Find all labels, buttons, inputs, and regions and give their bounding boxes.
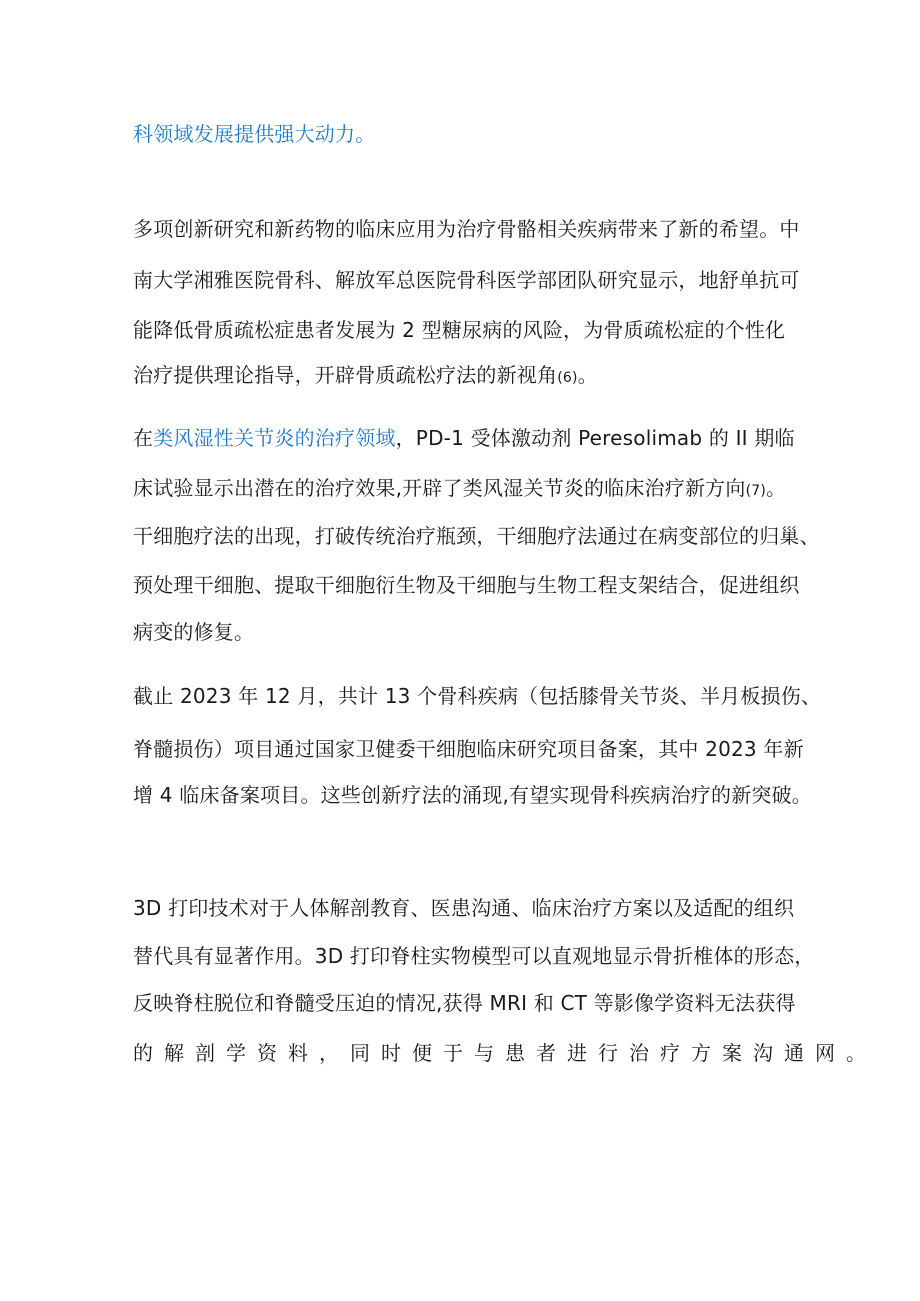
paragraph-4-line-3: 反映脊柱脱位和脊髓受压迫的情况,获得 MRI 和 CT 等影像学资料无法获得 <box>133 991 796 1015</box>
paragraph-3-line-2: 脊髓损伤）项目通过国家卫健委干细胞临床研究项目备案，其中 2023 年新 <box>133 737 804 761</box>
paragraph-1-line-4-text: 治疗提供理论指导，开辟骨质疏松疗法的新视角 <box>133 363 558 387</box>
rheumatoid-arthritis-link[interactable]: 类风湿性关节炎的治疗领域 <box>153 426 396 450</box>
paragraph-3-line-1: 截止 2023 年 12 月，共计 13 个骨科疾病（包括膝骨关节炎、半月板损伤、 <box>133 684 822 708</box>
paragraph-2-line-2-end: 。 <box>766 476 787 500</box>
paragraph-2-line-5: 病变的修复。 <box>133 620 255 644</box>
paragraph-1-line-1: 多项创新研究和新药物的临床应用为治疗骨骼相关疾病带来了新的希望。中 <box>133 217 800 241</box>
paragraph-4-line-4: 的解剖学资料，同时便于与患者进行治疗方案沟通网。 <box>133 1041 877 1065</box>
paragraph-3-line-3: 增 4 临床备案项目。这些创新疗法的涌现,有望实现骨科疾病治疗的新突破。 <box>133 783 812 807</box>
citation-ref-6: (6) <box>557 370 578 386</box>
paragraph-2-line-1-rest: ，PD-1 受体激动剂 Peresolimab 的 II 期临 <box>395 426 795 450</box>
paragraph-1-line-3: 能降低骨质疏松症患者发展为 2 型糖尿病的风险，为骨质疏松症的个性化 <box>133 318 786 342</box>
citation-ref-7: (7) <box>745 483 766 499</box>
paragraph-2-line-2 <box>133 474 786 505</box>
paragraph-2-line-2-text: 床试验显示出潜在的治疗效果,开辟了类风湿关节炎的临床治疗新方向 <box>133 476 746 500</box>
paragraph-2-line-1 <box>133 424 795 452</box>
paragraph-1-line-4 <box>133 361 598 392</box>
paragraph-1-line-2: 南大学湘雅医院骨科、解放军总医院骨科医学部团队研究显示，地舒单抗可 <box>133 268 800 292</box>
paragraph-continuation-line: 科领域发展提供强大动力。 <box>133 122 376 146</box>
paragraph-2-line-3: 干细胞疗法的出现，打破传统治疗瓶颈，干细胞疗法通过在病变部位的归巢、 <box>133 524 820 548</box>
paragraph-4-line-2: 替代具有显著作用。3D 打印脊柱实物模型可以直观地显示骨折椎体的形态， <box>133 944 815 968</box>
paragraph-2-prefix: 在 <box>133 426 154 450</box>
paragraph-2-line-4: 预处理干细胞、提取干细胞衍生物及干细胞与生物工程支架结合，促进组织 <box>133 573 800 597</box>
paragraph-4-line-1: 3D 打印技术对于人体解剖教育、医患沟通、临床治疗方案以及适配的组织 <box>133 896 795 920</box>
paragraph-1-line-4-end: 。 <box>577 363 598 387</box>
